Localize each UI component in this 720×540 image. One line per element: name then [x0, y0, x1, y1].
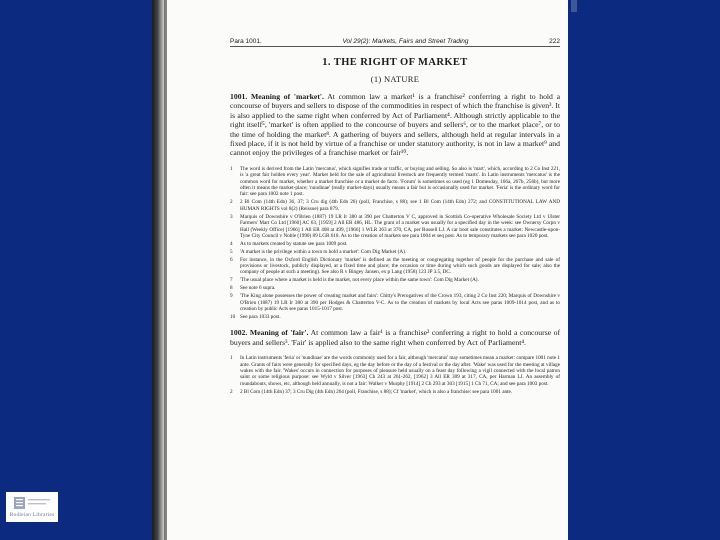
- footnote-number: 4: [230, 240, 233, 247]
- footnote-text: For instance, in the Oxford English Dictionary 'market' is defined as the meeting or congregating together of people for the purchase and sale of provisions or livestock, publicly displayed, at a fixed time and place; the occasion or time during which such goods are displayed for sale; also the company of people at such a meeting). See also R v Bingey Jansen, ex p Lang (1958) 123 JP 3.5, DC.: [240, 256, 560, 276]
- footnote-text: 2 Bl Com (14th Edn) 37; 3 Cru Dig (4th Edn) 264 (poll, Franchise, s 88); Cf 'market', which is also a franchise: see para 1001 ante.: [240, 388, 513, 395]
- footnote: [230, 214, 560, 240]
- left-background-panel: [0, 0, 152, 540]
- paragraph-number: 1002.: [230, 328, 248, 338]
- footnote-text: Marquis of Downshire v O'Brien (1887) 19 LR Ir 380 at 390 per Chatterton V C, approved in Scottish Co-operative Wholesale Society Ltd v Ulster Farmers' Mart Co Ltd [1960] AC 63, [1959] 2 All ER 486, HL. The grant of a market was usually for a specified day in the week: see Ownersy Corpn v Hall (Weekly Office) [1966] 1 All ER 408 at 499, [1966] 1 WLR 363 at 370, CA, per Russell LJ. A car boot sale constitutes a market: Newcastle-upon-Tyne City Council v Noble (1990) 89 LGR 618. As to the creation of markets see para 1004 et seq post. As to temporary markets see para 1020 post.: [240, 213, 560, 239]
- paragraph-text: At common law a market¹ is a franchise² conferring a right to hold a concourse of buyers and sellers to dispose of the commodities in respect of which the franchise is given³. It is also applied to the same right when conferred by Act of Parliament⁴. Although strictly applicable to the right itself⁵, 'market' is often applied to the concourse of buyers and sellers⁶, or to the market place⁷, or to the time of holding the market⁸. A gathering of buyers and sellers, although held at regular intervals in a fixed place, if it is not held by virtue of a franchise or under statutory authority, is not in law a market⁹ and cannot enjoy the privileges of a franchise market or fair¹⁰.: [230, 92, 561, 158]
- footnote-text: 'The usual place where a market is held is the market, not every place within the same town': Com Dig Market (A).: [240, 277, 479, 284]
- footnote: [230, 166, 560, 198]
- paragraph-heading: Meaning of 'market'.: [251, 92, 324, 101]
- footnote-text: In Latin instruments 'feria' or 'nundinae' are the words commonly used for a fair, although 'mercatus' may sometimes mean a market: compare 1001 note 1 ante. Grants of fairs were generally for specified days, eg the day before or the day of a festival or the day after. 'Wake' was used for the meeting at village wakes with the fair. 'Wakes' occurs in connection for purposes of pleasure held usually on a feast day following a vigil connected with the local patron saint or some religious purpose: see Wyld v Silver [1963] Ch 243 at 261-262, [1962] 3 All ER 309 at 317, CA, per Harman LJ. An assembly of roundabouts, shows, etc, although held annually, is not a fair: Walker v Murphy [1914] 2 Ch 293 at 303 [1915] 1 Ch 71, CA; and see para 1003 post.: [240, 355, 560, 387]
- right-background-panel: [568, 0, 720, 540]
- footnote-text: The word is derived from the Latin 'mercatus', which signifies trade or traffic, or buying and selling. So also is 'mart', which, according to 2 Co Inst 221, is 'a great fair holden every year'. Market held for the sale of agricultural livestock are frequently termed 'marts'. In Latin instruments 'mercatus' is the common word for market, whether a market franchise or a market de facto. 'Forum' is sometimes so used (eg 1 Domesday, 166a, 267b, 256b), but more often it means the market-place; 'nundinae' (really market-days) usually means a fair but is occasionally used for market. 'Feria' is the ordinary word for fair: see para 1002 note 1 post.: [240, 165, 560, 198]
- paragraph-1002: [230, 328, 560, 347]
- chapter-title: 1. THE RIGHT OF MARKET: [322, 57, 468, 68]
- footnote-text: See para 1033 post.: [240, 313, 281, 320]
- footnote-text: As to markets created by statute see para 1009 post.: [240, 240, 348, 247]
- footnote-number: 6: [230, 256, 233, 263]
- footnote-text: 'The King alone possesses the power of creating market and fairs': Chitty's Prerogatives of the Crown 193, citing 2 Co Inst 220; Marquis of Downshire v O'Brien (1887) 19 LR Ir 380 at 390 per Hodges & Chatterton V-C. As to the creation of markets by local Acts see paras 1009-1014 post, and as to creation by public Acts see paras 1015-1017 post.: [240, 293, 560, 312]
- footnotes-1001: [230, 166, 560, 320]
- footnote: [230, 199, 560, 212]
- footnote-number: 3: [230, 213, 233, 220]
- footnote: [230, 277, 560, 283]
- footnote-number: 7: [230, 277, 233, 284]
- logo-label: Bodleian Libraries: [9, 512, 55, 518]
- footnote-number: 1: [230, 165, 233, 172]
- paragraph-1001: [230, 92, 560, 158]
- running-head-page-number: 222: [549, 38, 560, 45]
- footnote-text: 'A market is the privilege within a town to hold a market': Com Dig Market (A).: [240, 248, 407, 255]
- scanned-document-page: [152, 0, 568, 540]
- footnote: [230, 241, 560, 247]
- paragraph-text: At common law a fair¹ is a franchise² conferring a right to hold a concourse of buyers and sellers³. 'Fair' is applied also to the same right when conferred by Act of Parliament⁴.: [230, 328, 561, 347]
- running-head-para-ref: Para 1001.: [230, 38, 262, 45]
- footnote-number: 9: [230, 293, 233, 300]
- running-head: [230, 38, 560, 47]
- footnotes-1002: [230, 355, 560, 395]
- footnote: [230, 257, 560, 276]
- footnote-number: 8: [230, 285, 233, 292]
- footnote-number: 5: [230, 248, 233, 255]
- footnote: [230, 314, 560, 320]
- bodleian-libraries-logo: [6, 492, 58, 522]
- scan-edge-line: [164, 0, 167, 540]
- footnote-number: 2: [230, 199, 233, 206]
- page-content: [230, 38, 560, 397]
- footnote-text: 2 Bl Com (14th Edn) 36, 37; 3 Cru dig (4th Edn 26) (poll, Franchise, s 88); see 1 Bl Com (14th Edn) 272; and CONSTITUTIONAL LAW AND HUMAN RIGHTS vol 8(2) (Reissue) para 879.: [240, 199, 560, 212]
- footnote-number: 10: [230, 313, 236, 320]
- paragraph-number: 1001.: [230, 92, 248, 101]
- footnote-number: 1: [230, 355, 233, 362]
- section-title: (1) NATURE: [370, 74, 420, 84]
- paragraph-heading: Meaning of 'fair'.: [249, 328, 309, 338]
- page-edge-marker: [571, 0, 577, 12]
- footnote: [230, 293, 560, 312]
- footnote: [230, 249, 560, 255]
- footnote-text: See note 6 supra.: [240, 285, 276, 292]
- footnote: [230, 285, 560, 291]
- footnote: [230, 389, 560, 395]
- footnote-number: 2: [230, 388, 233, 395]
- running-head-volume-title: Vol 29(2): Markets, Fairs and Street Trading: [342, 38, 469, 45]
- footnote: [230, 355, 560, 387]
- bodleian-crest-icon: [10, 495, 54, 511]
